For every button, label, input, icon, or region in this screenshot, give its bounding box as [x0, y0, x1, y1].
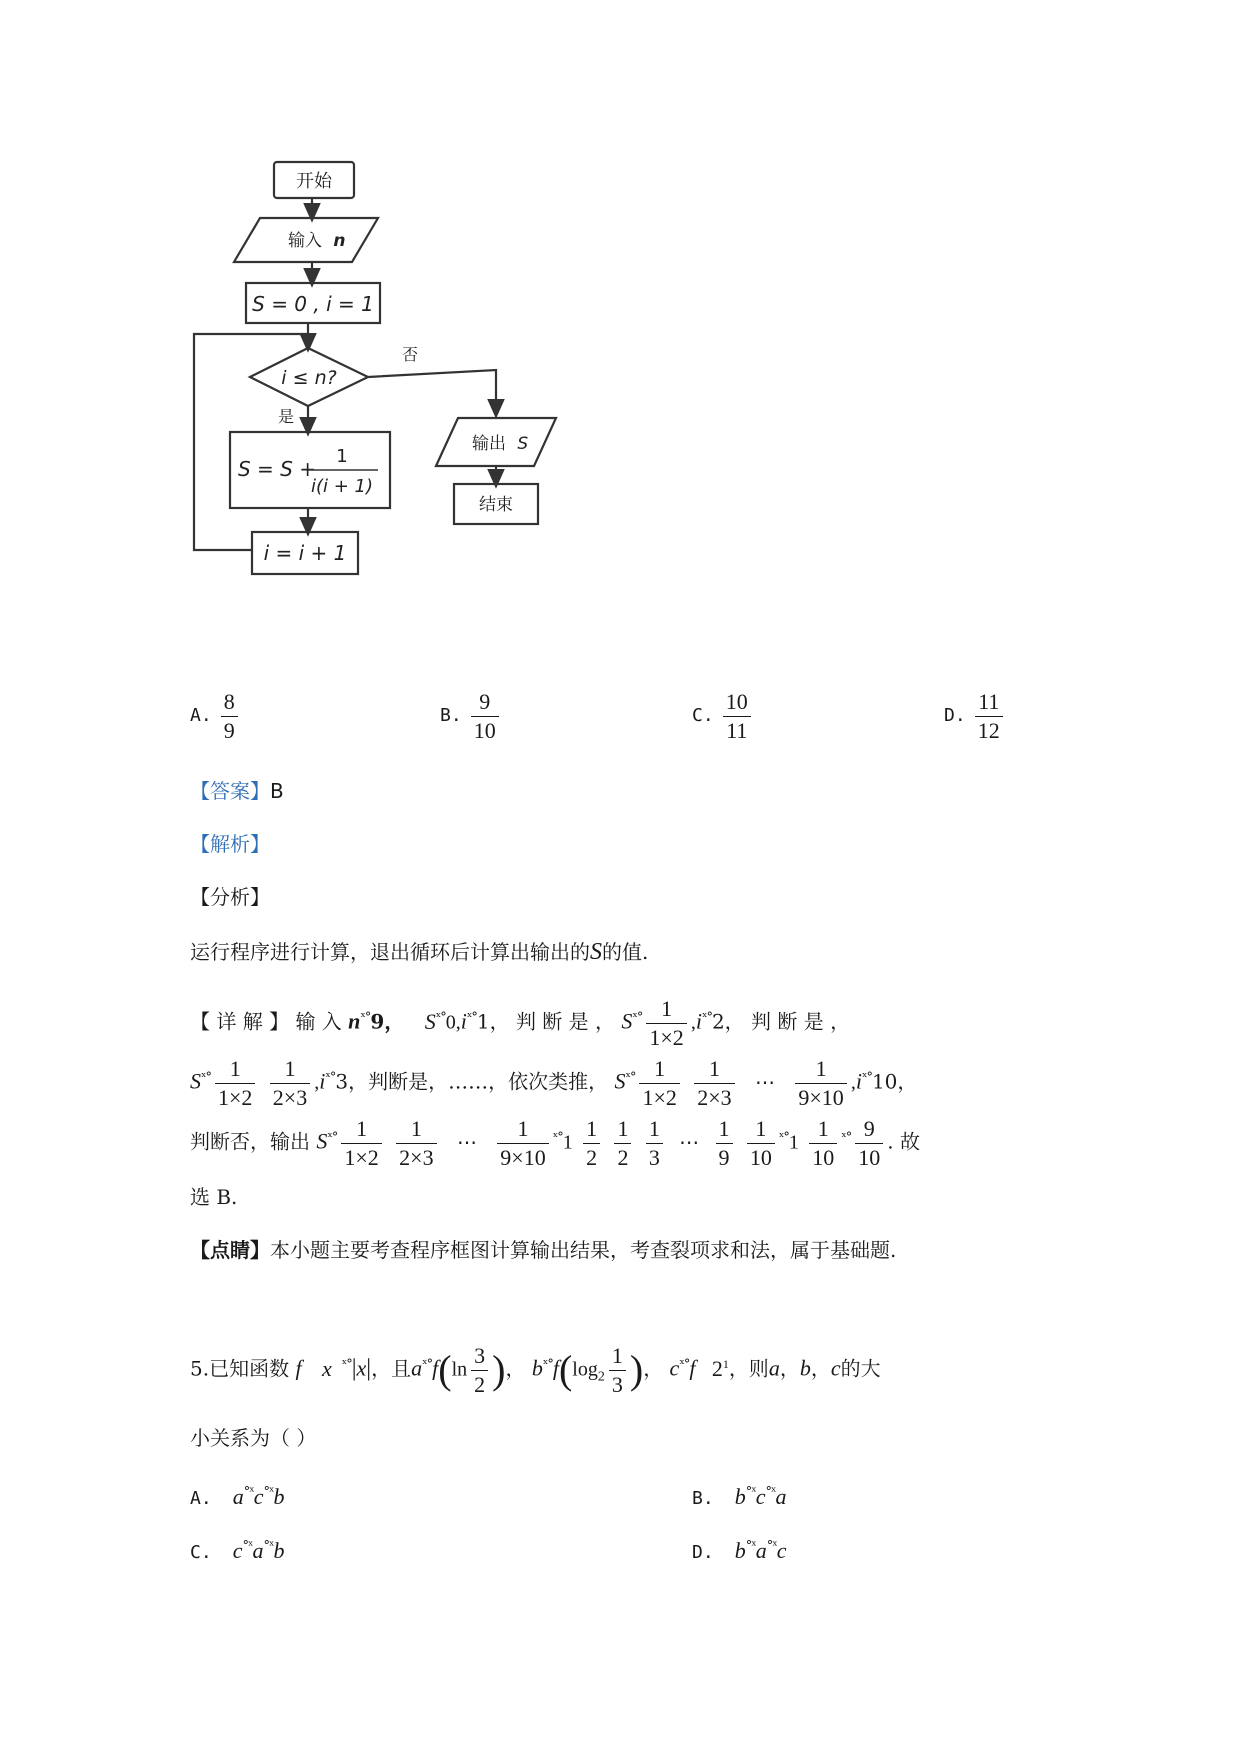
q5-prefix: 5.已知函数	[190, 1356, 290, 1381]
dianjing-line	[190, 1236, 896, 1264]
output-label: 输出	[472, 434, 506, 454]
detail-line-1: 【 详 解 】 输 入 $n^{ˣ^\circ}9$， $S^{ˣ^\circ}0,i^{ˣ^\circ}1$， 判 断 是 ， $S^{ˣ^\circ}$ $\frac{1}{1\times 2}$ $,i^{ˣ^\circ}2$， 判 断 是 ，	[190, 995, 851, 1050]
input-label: 输入	[288, 231, 322, 251]
detail-var-n: n	[348, 1008, 361, 1034]
detail-text: 输 入	[295, 1009, 342, 1034]
q5-ln: ln	[451, 1358, 468, 1381]
option-var: b	[734, 1538, 746, 1563]
option-var: b	[734, 1484, 746, 1509]
option-var: c	[755, 1484, 766, 1509]
option-letter: D.	[692, 1542, 714, 1563]
option-var: a	[775, 1484, 787, 1509]
numerator: 11	[975, 688, 1003, 717]
option-letter: D.	[944, 705, 966, 726]
q5-stem-line-2: 小关系为（ ）	[190, 1426, 317, 1450]
q5-option-c: C. $c^{^\circ ˣ}a^{^\circ ˣ}b$	[190, 1538, 285, 1563]
option-fraction	[221, 688, 238, 745]
option-var: a	[252, 1538, 264, 1563]
q4-option-b	[440, 688, 503, 745]
q4-option-c	[692, 688, 755, 745]
option-letter: B.	[440, 705, 462, 726]
q5-option-d: D. $b^{^\circ ˣ}a^{^\circ ˣ}c$	[692, 1538, 787, 1563]
option-letter: C.	[692, 705, 714, 726]
option-var: b	[273, 1538, 285, 1563]
option-letter: A.	[190, 1488, 212, 1509]
q5-log-base: 2	[597, 1369, 605, 1385]
q5-text: ，则	[728, 1356, 769, 1381]
option-fraction	[471, 688, 499, 745]
detail-text: . 故	[887, 1129, 920, 1154]
denominator: 10	[473, 718, 496, 743]
numerator: 10	[723, 688, 751, 717]
svg-text:输出 S	[472, 434, 528, 454]
yes-label: 是	[278, 407, 295, 426]
option-var: c	[776, 1538, 787, 1563]
output-var: S	[517, 434, 529, 454]
dianjing-label: 【点睛】	[190, 1238, 270, 1262]
q5-stem-line-1: 5.已知函数 f x $^{ˣ^\circ}$|x|，且$a^{ˣ^\circ}f(\ln$ $\frac{3}{2}$ )， $b^{ˣ^\circ}f(\log_2$ $\frac{1}{3}$ )， $c^{ˣ^\circ}f$ $2^1$，则a，b，c的大	[190, 1342, 881, 1397]
update-num: 1	[336, 446, 348, 467]
fenxi-text	[190, 938, 648, 966]
detail-text: 判断否，输出	[190, 1129, 310, 1154]
fenxi-text-1: 运行程序进行计算，退出循环后计算出输出的	[190, 940, 590, 964]
update-den: i(i + 1)	[310, 476, 374, 497]
option-letter: C.	[190, 1542, 212, 1563]
end-label: 结束	[479, 495, 513, 515]
option-fraction	[723, 688, 751, 745]
flowchart	[190, 160, 630, 640]
option-var: b	[273, 1484, 285, 1509]
option-var: c	[253, 1484, 264, 1509]
detail-line-2: $S^{ˣ^\circ}$ $\frac{1}{1\times 2}$ $\frac{1}{2\times 3}$ $,i^{ˣ^\circ}3$，判断是，……，依次类推， $S^{ˣ^\circ}$ $\frac{1}{1\times 2}$ $\frac{1}{2\times 3}$ ⋯ $\frac{1}{9\times 10}$ $,i^{ˣ^\circ}10$，	[190, 1055, 918, 1110]
input-var: n	[333, 231, 346, 251]
q5-option-b: B. $b^{^\circ ˣ}c^{^\circ ˣ}a$	[692, 1484, 787, 1509]
fenxi-text-2: 的值.	[602, 940, 649, 964]
detail-line-4: 选 B.	[190, 1185, 238, 1209]
detail-text: 2， 判 断 是 ，	[711, 1009, 851, 1034]
increment-label: i = i + 1	[263, 541, 347, 565]
fenxi-var: S	[590, 939, 602, 965]
detail-label: 【 详 解 】	[190, 1009, 290, 1034]
denominator: 9	[223, 718, 235, 743]
denominator: 12	[977, 718, 1000, 743]
no-label: 否	[402, 345, 419, 364]
detail-text: 9，	[370, 1009, 405, 1034]
q4-option-a	[190, 688, 242, 745]
q5-text: 的大	[840, 1356, 881, 1381]
detail-text: 1， 判 断 是 ，	[476, 1009, 616, 1034]
option-letter: B.	[692, 1488, 714, 1509]
detail-line-3: 判断否，输出 $S^{ˣ^\circ}$ $\frac{1}{1\times 2}$ $\frac{1}{2\times 3}$ ⋯ $\frac{1}{9\times 10}$ $^{ˣ^\circ}$1 $\frac{1}{2}$ $\frac{1}{2}$ $\frac{1}{3}$ ⋯ $\frac{1}{9}$ $\frac{1}{10}$ $^{ˣ^\circ}$1 $\frac{1}{10}$ $^{ˣ^\circ}$ $\frac{9}{10}$ . 故	[190, 1115, 920, 1170]
option-letter: A.	[190, 705, 212, 726]
detail-text: 10，	[871, 1069, 918, 1094]
update-lhs: S = S +	[238, 457, 316, 481]
answer-label: 【答案】	[190, 779, 270, 803]
q5-log: log	[572, 1358, 598, 1381]
answer-value: B	[270, 779, 284, 803]
init-label: S = 0 , i = 1	[252, 292, 374, 316]
q5-text: ，且	[371, 1356, 412, 1381]
option-var: a	[755, 1538, 767, 1563]
q5-option-a: A. $a^{^\circ ˣ}c^{^\circ ˣ}b$	[190, 1484, 285, 1509]
detail-text: 0,	[445, 1011, 461, 1034]
option-var: a	[232, 1484, 244, 1509]
fenxi-label: 【分析】	[190, 885, 270, 909]
analysis-label: 【解析】	[190, 832, 270, 856]
detail-text: 3，判断是，……，依次类推，	[335, 1069, 609, 1094]
option-var: c	[232, 1538, 243, 1563]
numerator: 8	[221, 688, 238, 717]
answer-line	[190, 777, 284, 805]
start-label: 开始	[296, 171, 332, 192]
q4-option-d	[944, 688, 1007, 745]
denominator: 11	[726, 718, 748, 743]
numerator: 9	[471, 688, 499, 717]
dianjing-text: 本小题主要考查程序框图计算输出结果，考查裂项求和法，属于基础题.	[270, 1238, 897, 1262]
condition-label: i ≤ n?	[281, 367, 337, 389]
option-fraction	[975, 688, 1003, 745]
svg-text:输入 n	[288, 231, 346, 251]
